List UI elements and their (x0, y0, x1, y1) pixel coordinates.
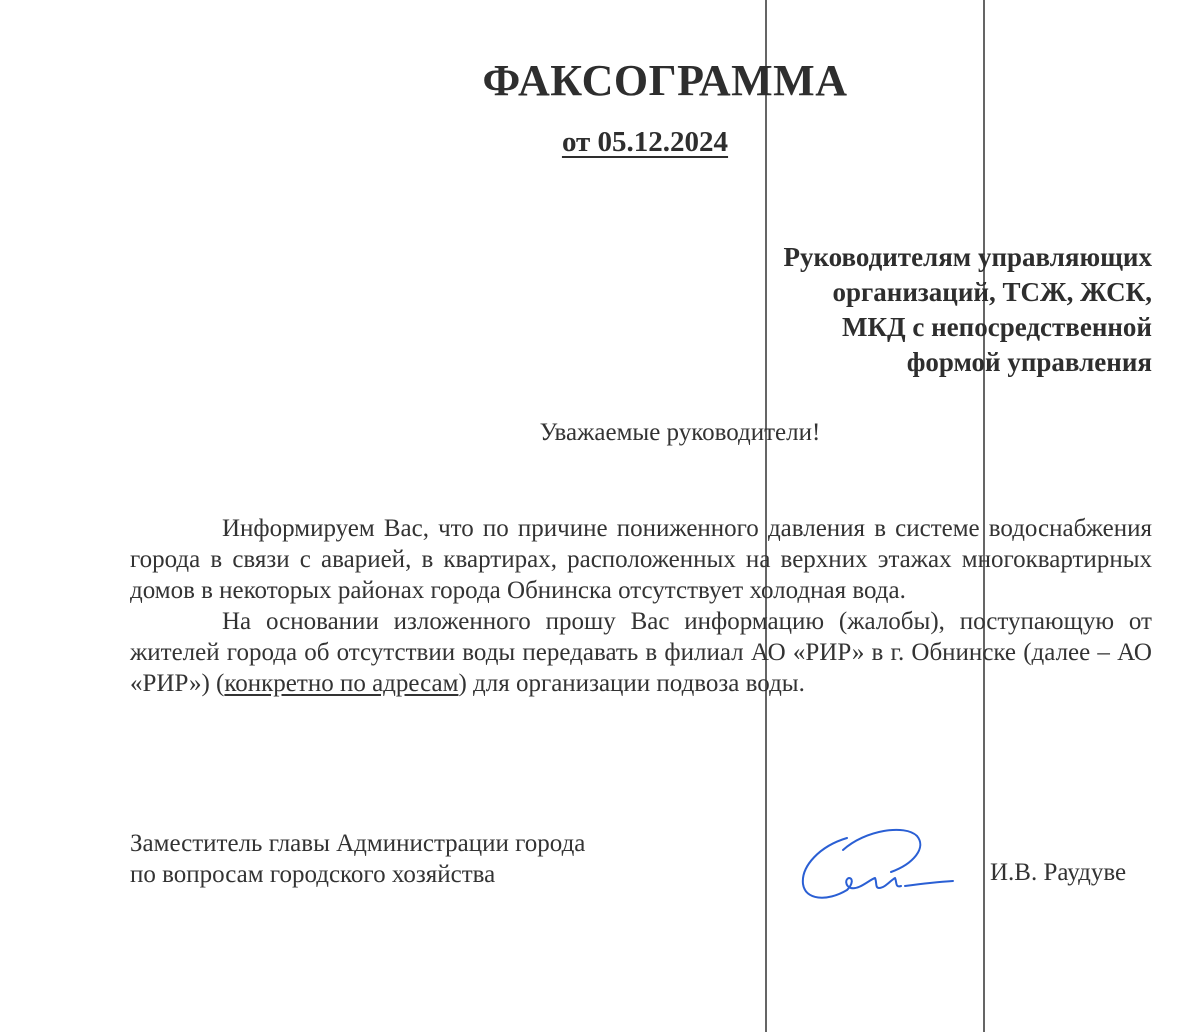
signatory-position-line: по вопросам городского хозяйства (130, 861, 496, 888)
signatory-position-line: Заместитель главы Администрации города (130, 830, 586, 857)
paragraph-2 (130, 606, 1152, 699)
greeting: Уважаемые руководители! (539, 419, 821, 446)
addressee-line: Руководителям управляющих (783, 242, 1152, 272)
signatory-position (130, 828, 585, 890)
addressee-line: МКД с непосредственной (842, 312, 1152, 342)
addressee-line: формой управления (906, 347, 1152, 377)
paragraph-2-part-1: На основании изложенного прошу Вас информацию (жалобы), поступающую от жителей города об отсутствии воды передавать в филиал АО «РИР» в г. Обнинске (далее – АО «РИР») ( (130, 608, 1152, 697)
addressee-block (632, 240, 1152, 380)
signatory-name: И.В. Раудуве (990, 859, 1127, 886)
letter-body (130, 513, 1152, 699)
paragraph-1: Информируем Вас, что по причине пониженного давления в системе водоснабжения города в связи с аварией, в квартирах, расположенных на верхних этажах многоквартирных домов в некоторых районах города Обнинска отсутствует холодная вода. (130, 515, 1152, 604)
handwritten-signature (795, 818, 960, 913)
addressee-line: организаций, ТСЖ, ЖСК, (832, 277, 1152, 307)
paragraph-2-part-2: ) для организации подвоза воды. (458, 670, 805, 697)
paragraph-2-underlined: конкретно по адресам (224, 670, 459, 697)
document-date: от 05.12.2024 (561, 126, 729, 158)
document-title: ФАКСОГРАММА (482, 56, 848, 105)
